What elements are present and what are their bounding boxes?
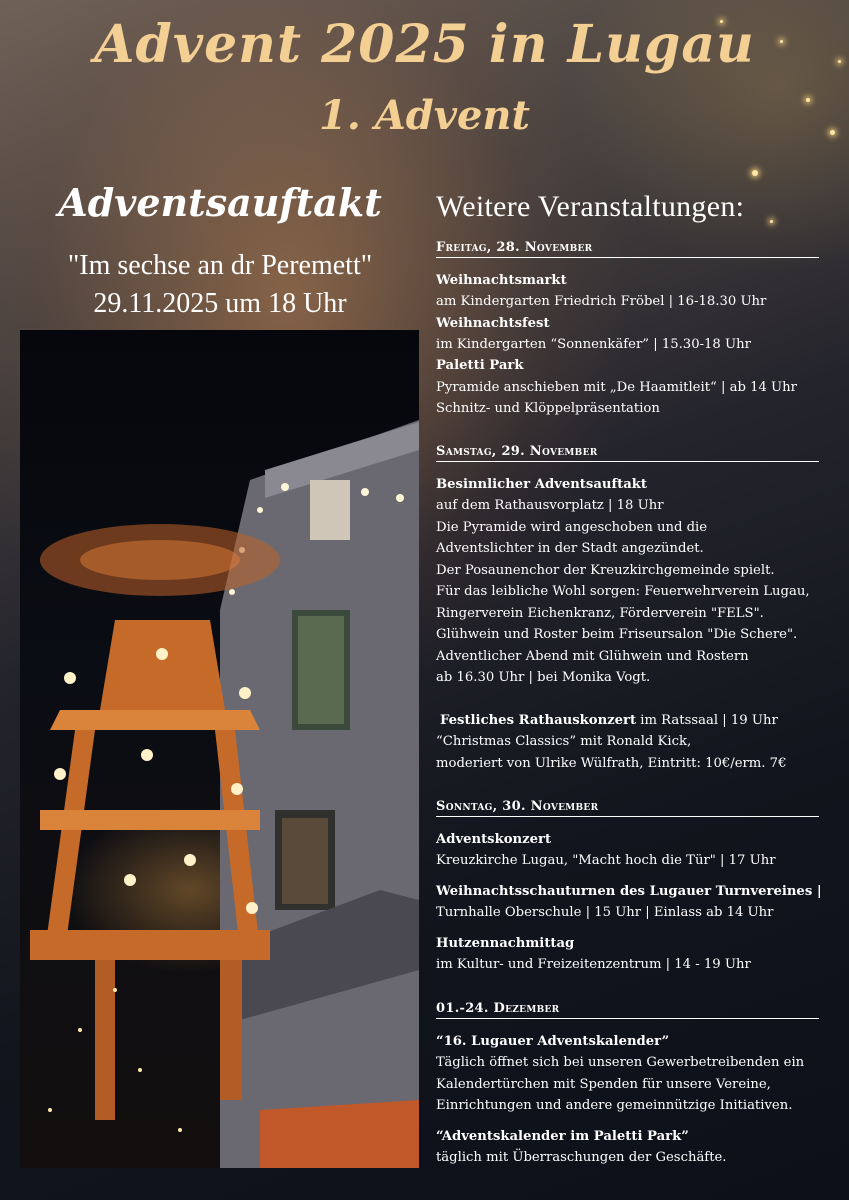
- saturday-line-9: Adventlicher Abend mit Glühwein und Rostern: [436, 649, 749, 664]
- event-title: Adventsauftakt: [58, 180, 382, 225]
- saturday-line-7: Ringerverein Eichenkranz, Förderverein "FELS".: [436, 606, 764, 621]
- saturday-line-2: auf dem Rathausvorplatz | 18 Uhr: [436, 498, 664, 513]
- saturday-line-1: Besinnlicher Adventsauftakt: [436, 477, 647, 492]
- friday-line-4: im Kindergarten “Sonnenkäfer” | 15.30-18 Uhr: [436, 337, 751, 352]
- friday-line-5: Paletti Park: [436, 358, 524, 373]
- saturday-line-8: Glühwein und Roster beim Friseursalon "Die Schere".: [436, 627, 798, 642]
- concert-location: im Ratssaal | 19 Uhr: [636, 713, 778, 728]
- saturday-line-5: Der Posaunenchor der Kreuzkirchgemeinde spielt.: [436, 563, 775, 578]
- sunday-line-4: Turnhalle Oberschule | 15 Uhr | Einlass ab 14 Uhr: [436, 905, 774, 920]
- december-line-5: “Adventskalender im Paletti Park”: [436, 1129, 689, 1144]
- friday-line-3: Weihnachtsfest: [436, 316, 550, 331]
- sunday-line-5: Hutzennachmittag: [436, 936, 575, 951]
- page-subtitle: 1. Advent: [319, 92, 530, 139]
- friday-line-1: Weihnachtsmarkt: [436, 273, 567, 288]
- section-saturday: Samstag, 29. November: [436, 444, 819, 462]
- friday-line-2: am Kindergarten Friedrich Fröbel | 16-18.30 Uhr: [436, 294, 767, 309]
- december-line-4: Einrichtungen und andere gemeinnützige Initiativen.: [436, 1098, 793, 1113]
- saturday-line-4: Adventslichter in der Stadt angezündet.: [436, 541, 704, 556]
- pyramid-illustration: [20, 330, 419, 1168]
- sunday-line-1: Adventskonzert: [436, 832, 552, 847]
- december-line-2: Täglich öffnet sich bei unseren Gewerbetreibenden ein: [436, 1055, 805, 1070]
- friday-line-7: Schnitz- und Klöppelpräsentation: [436, 401, 660, 416]
- section-sunday: Sonntag, 30. November: [436, 799, 819, 817]
- saturday-line-3: Die Pyramide wird angeschoben und die: [436, 520, 708, 535]
- page-title: Advent 2025 in Lugau: [94, 14, 755, 75]
- december-line-6: täglich mit Überraschungen der Geschäfte.: [436, 1150, 727, 1165]
- saturday-line-10: ab 16.30 Uhr | bei Monika Vogt.: [436, 670, 651, 685]
- section-friday: Freitag, 28. November: [436, 240, 819, 258]
- sunday-line-3: Weihnachtsschauturnen des Lugauer Turnvereines |: [436, 884, 822, 899]
- friday-line-6: Pyramide anschieben mit „De Haamitleit“ | ab 14 Uhr: [436, 380, 797, 395]
- december-line-1: “16. Lugauer Adventskalender”: [436, 1034, 670, 1049]
- section-december: 01.-24. Dezember: [436, 1001, 819, 1019]
- pyramid-photo: [20, 330, 419, 1168]
- more-events-heading: Weitere Veranstaltungen:: [436, 190, 745, 223]
- december-line-3: Kalendertürchen mit Spenden für unsere Vereine,: [436, 1077, 771, 1092]
- sunday-line-6: im Kultur- und Freizeitenzentrum | 14 - 19 Uhr: [436, 957, 751, 972]
- concert-line-2: “Christmas Classics” mit Ronald Kick,: [436, 734, 692, 749]
- concert-line-3: moderiert von Ulrike Wülfrath, Eintritt: 10€/erm. 7€: [436, 756, 787, 771]
- concert-line-1: [440, 713, 778, 728]
- event-date: 29.11.2025 um 18 Uhr: [93, 288, 347, 319]
- saturday-line-6: Für das leibliche Wohl sorgen: Feuerwehrverein Lugau,: [436, 584, 810, 599]
- sunday-line-2: Kreuzkirche Lugau, "Macht hoch die Tür" | 17 Uhr: [436, 853, 776, 868]
- event-quote: "Im sechse an dr Peremett": [67, 250, 373, 281]
- concert-title: Festliches Rathauskonzert: [440, 713, 637, 728]
